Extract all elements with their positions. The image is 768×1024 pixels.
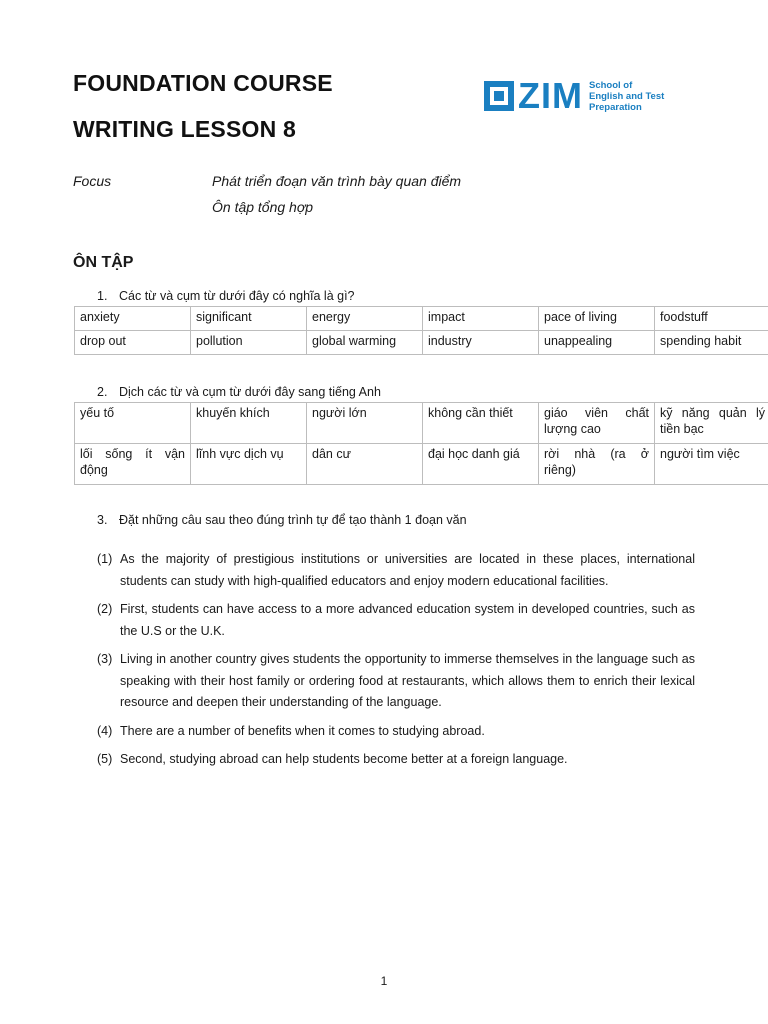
sentence-number: (2) — [97, 602, 113, 616]
sentence-text: First, students can have access to a more advanced education system in developed countries, such as the U.S or the U.K. — [120, 602, 695, 638]
table-cell: significant — [191, 307, 307, 331]
sentence-item — [97, 721, 695, 743]
focus-item: Phát triển đoạn văn trình bày quan điểm — [212, 173, 462, 189]
focus-label: Focus — [73, 173, 112, 189]
course-title: FOUNDATION COURSE — [73, 70, 333, 96]
zim-logo-icon — [484, 81, 514, 111]
table-cell: spending habit — [655, 331, 768, 355]
sentence-text: Living in another country gives students the opportunity to immerse themselves in the language such as speaking with their host family or ordering food at restaurants, which allows them to enrich their lexical resource and deepen their understanding of the language. — [120, 652, 695, 709]
table-cell: người lớn — [307, 403, 423, 444]
zim-logo — [484, 75, 665, 116]
table-cell: đại học danh giá — [423, 444, 539, 485]
sentence-item — [97, 599, 695, 642]
table-cell: pollution — [191, 331, 307, 355]
table-row — [75, 307, 768, 331]
sentence-item — [97, 649, 695, 714]
table-cell: không cần thiết — [423, 403, 539, 444]
table-cell: impact — [423, 307, 539, 331]
sentence-text: As the majority of prestigious institutions or universities are located in these places, international students can study with high-qualified educators and enjoy modern educational facilities. — [120, 552, 695, 588]
table-cell: pace of living — [539, 307, 655, 331]
table-cell: anxiety — [75, 307, 191, 331]
vocab-table-english — [74, 306, 768, 355]
logo-tagline-line: School of — [588, 79, 633, 91]
table-cell: industry — [423, 331, 539, 355]
question-text: Dịch các từ và cụm từ dưới đây sang tiếng Anh — [119, 385, 381, 399]
table-cell: rời nhà (ra ở riêng) — [539, 444, 655, 485]
sentence-number: (5) — [97, 752, 113, 766]
question-3 — [97, 513, 467, 527]
lesson-title: WRITING LESSON 8 — [73, 116, 296, 142]
table-cell: lối sống ít vận động — [75, 444, 191, 485]
focus-item: Ôn tập tổng hợp — [212, 199, 314, 215]
sentence-text: There are a number of benefits when it comes to studying abroad. — [120, 723, 485, 738]
vocab-table-vietnamese — [74, 402, 768, 485]
table-cell: global warming — [307, 331, 423, 355]
question-2 — [97, 385, 381, 399]
sentence-text: Second, studying abroad can help students become better at a foreign language. — [120, 752, 568, 766]
table-cell: khuyến khích — [191, 403, 307, 444]
table-cell: người tìm việc — [655, 444, 768, 485]
table-cell: unappealing — [539, 331, 655, 355]
table-cell: kỹ năng quản lý tiền bạc — [655, 403, 768, 444]
logo-tagline-line: English and Test — [588, 90, 665, 102]
question-number: 3. — [97, 513, 108, 527]
question-number: 2. — [97, 385, 108, 399]
table-cell: energy — [307, 307, 423, 331]
page-number: 1 — [380, 974, 388, 988]
question-text: Các từ và cụm từ dưới đây có nghĩa là gì? — [119, 289, 355, 303]
logo-tagline — [589, 80, 664, 113]
table-cell: giáo viên chất lượng cao — [539, 403, 655, 444]
table-cell: drop out — [75, 331, 191, 355]
sentence-number: (1) — [97, 552, 113, 566]
table-row — [75, 444, 768, 485]
logo-tagline-line: Preparation — [588, 101, 642, 113]
table-row — [75, 331, 768, 355]
sentence-item — [97, 749, 695, 771]
sentence-list — [97, 549, 695, 778]
sentence-number: (3) — [97, 652, 113, 666]
section-title: ÔN TẬP — [73, 254, 134, 271]
table-row — [75, 403, 768, 444]
table-cell: dân cư — [307, 444, 423, 485]
question-1 — [97, 289, 355, 303]
table-cell: foodstuff — [655, 307, 768, 331]
table-cell: yếu tố — [75, 403, 191, 444]
question-number: 1. — [97, 289, 108, 303]
question-text: Đặt những câu sau theo đúng trình tự để tạo thành 1 đoạn văn — [119, 513, 467, 527]
table-cell: lĩnh vực dịch vụ — [191, 444, 307, 485]
sentence-item — [97, 549, 695, 592]
logo-word: ZIM — [518, 75, 583, 116]
sentence-number: (4) — [97, 723, 113, 738]
